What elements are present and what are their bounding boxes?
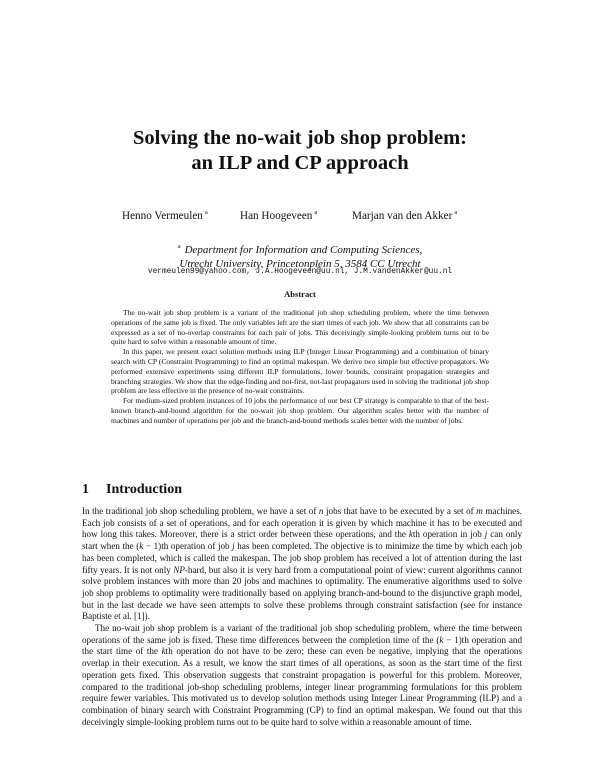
author-3	[352, 209, 457, 222]
affiliation-department: Department for Information and Computing Sciences,	[184, 244, 423, 256]
affiliation-line-2: Utrecht University, Princetonplein 5, 3584 CC Utrecht	[179, 258, 421, 270]
author-affil-mark: a	[314, 209, 318, 216]
author-affil-mark: a	[454, 209, 458, 216]
author-name: Marjan van den Akker	[352, 210, 453, 222]
section-heading	[82, 482, 182, 498]
abstract-heading: Abstract	[284, 289, 316, 299]
abstract-paragraph: In this paper, we present exact solution methods using ILP (Integer Linear Programming) and a combination of binary search with CP (Constraint Programming) to find an optimal makespan. We derive two simple but effective propagators. We performed extensive experiments using different ILP formulations, lower bounds, constraint propagation strategies and branching strategies. We show that the edge-finding and not-first, not-last propagators used in solving the traditional job shop problem are less effective in the presence of no-wait constraints.	[111, 347, 489, 396]
section-body	[82, 506, 522, 728]
author-2	[240, 209, 317, 222]
abstract-paragraph: The no-wait job shop problem is a variant of the traditional job shop scheduling problem, where the time between operations of the same job is fixed. The only variables left are the start times of each job. We show that all constraints can be expressed as a set of no-overlap constraints for each pair of jobs. This deceivingly simple-looking problem turns out to be quite hard to solve within a reasonable amount of time.	[111, 308, 489, 347]
title-line-2: an ILP and CP approach	[191, 152, 409, 174]
author-list	[0, 209, 600, 225]
author-name: Henno Vermeulen	[122, 210, 203, 222]
section-number: 1	[82, 482, 89, 497]
paper-title	[60, 126, 540, 176]
affiliation	[60, 240, 540, 271]
body-paragraph: In the traditional job shop scheduling problem, we have a set of n jobs that have to be executed by a set of m machines. Each job consists of a set of operations, and for each operation it is given by which machine it has to be executed and how long this takes. Moreover, there is a strict order between these operations, and the kth operation in job j can only start when the (k − 1)th operation of job j has been completed. The objective is to minimize the time by which each job has been completed, which is called the makespan. The job shop problem has received a lot of attention during the last fifty years. It is not only NP-hard, but also it is very hard from a computational point of view: current algorithms cannot solve problem instances with more than 20 jobs and machines to optimality. The enumerative algorithms used to solve job shop problems to optimality were traditionally based on applying branch-and-bound to the disjunctive graph model, but in the last decade we have seen attempts to solve these problems through constraint satisfaction (see for instance Baptiste et al. [1]).	[82, 506, 523, 622]
affiliation-line-1	[60, 240, 540, 257]
affiliation-mark: a	[177, 243, 181, 250]
author-1	[122, 209, 208, 222]
abstract	[111, 308, 489, 426]
title-line-1: Solving the no-wait job shop problem:	[133, 127, 467, 149]
author-emails: vermeulen99@yahoo.com, J.A.Hoogeveen@uu.nl, J.M.vandenAkker@uu.nl	[147, 268, 453, 276]
author-name: Han Hoogeveen	[240, 210, 313, 222]
section-title: Introduction	[106, 482, 182, 497]
body-paragraph: The no-wait job shop problem is a variant of the traditional job shop scheduling problem, where the time between operations of the same job is fixed. These time differences between the completion time of the (k − 1)th operation and the start time of the kth operation do not have to be zero; these can even be negative, implying that the operations overlap in their execution. As a result, we know the start times of all operations, as soon as the start time of the first operation gets fixed. This observation suggests that constraint propagation is powerful for this problem. Moreover, compared to the traditional job-shop scheduling problems, integer linear programming formulations for this problem require fewer variables. This motivated us to develop solution methods using Integer Linear Programming (ILP) and a combination of binary search with Constraint Programming (CP) to find an optimal makespan. We found out that this deceivingly simple-looking problem turns out to be quite hard to solve within a reasonable amount of time.	[82, 623, 523, 727]
author-affil-mark: a	[204, 209, 208, 216]
abstract-paragraph: For medium-sized problem instances of 10 jobs the performance of our best CP strategy is comparable to that of the best-known branch-and-bound algorithm for the no-wait job shop problem. Our algorithm scales better with the number of machines and number of operations per job and the branch-and-bound methods scales better with the number of jobs.	[111, 396, 489, 425]
